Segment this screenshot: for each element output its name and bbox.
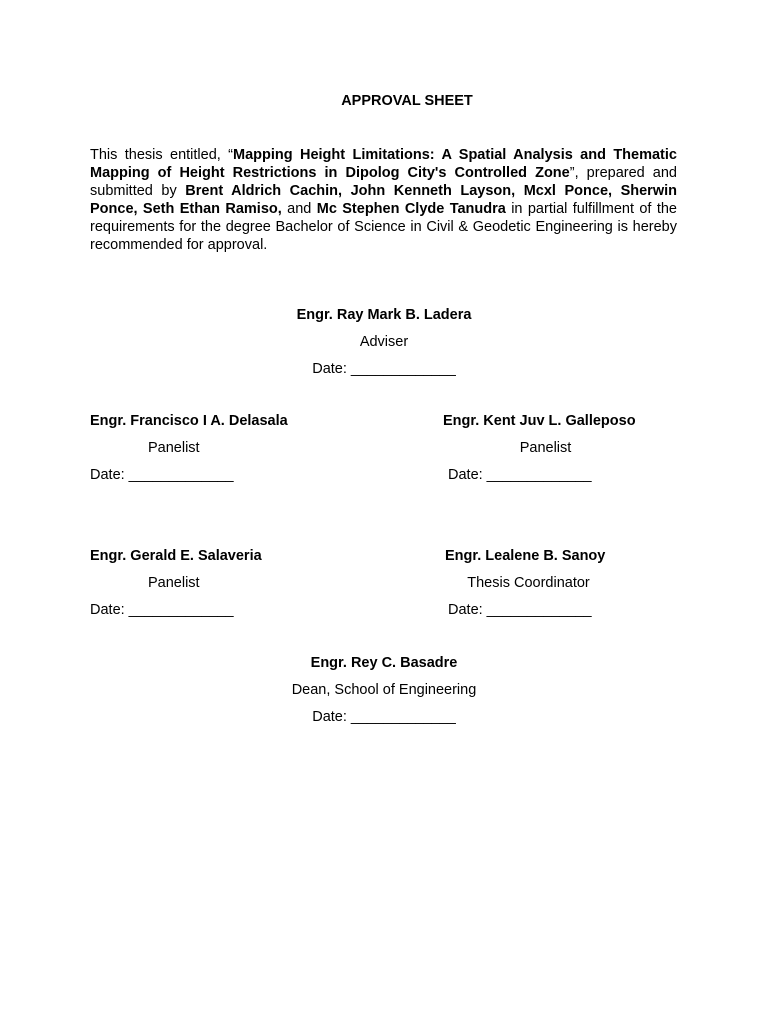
authors-list: Brent Aldrich Cachin, John Kenneth Layson, Mcxl Ponce, Sherwin Ponce, Seth Ethan Ramiso, [90,183,677,217]
paragraph-closing: in partial fulfillment of the requirements for the degree Bachelor of Science in Civil & Geodetic Engineering is hereby recommended for approval. [90,201,677,253]
dean-role: Dean, School of Engineering [291,682,477,698]
thesis-title: Mapping Height Limitations: A Spatial Analysis and Thematic Mapping of Height Restrictions in Dipolog City's Controlled Zone [90,147,677,181]
panelist1-signature-block [90,408,288,489]
author-last: Mc Stephen Clyde Tanudra [316,201,506,217]
panelist2-name: Engr. Kent Juv L. Galleposo [443,413,636,429]
adviser-name: Engr. Ray Mark B. Ladera [296,307,472,323]
coordinator-name: Engr. Lealene B. Sanoy [445,548,606,564]
coordinator-role: Thesis Coordinator [467,575,590,591]
approval-paragraph [90,146,677,254]
coordinator-signature-block [445,543,612,624]
panelist3-name: Engr. Gerald E. Salaveria [90,548,262,564]
adviser-date-line: Date: _____________ [312,361,456,377]
adviser-signature-block [0,302,768,383]
coordinator-date-line: Date: _____________ [448,602,592,618]
panelist3-date-line: Date: _____________ [90,602,234,618]
panelist1-date-line: Date: _____________ [90,467,234,483]
paragraph-intro: This thesis entitled, “ [90,147,234,163]
paragraph-submitted: ”, prepared and submitted by [90,165,677,199]
dean-name: Engr. Rey C. Basadre [310,655,458,671]
paragraph-and: and [281,201,317,217]
dean-signature-block [0,650,768,731]
panelist1-role: Panelist [148,440,200,456]
panelist2-signature-block [443,408,648,489]
panelist2-date-line: Date: _____________ [448,467,592,483]
panelist1-name: Engr. Francisco I A. Delasala [90,413,288,429]
dean-date-line: Date: _____________ [312,709,456,725]
panelist3-role: Panelist [148,575,200,591]
panelist3-signature-block [90,543,262,624]
panelist2-role: Panelist [519,440,572,456]
approval-sheet-title: APPROVAL SHEET [341,93,473,109]
adviser-role: Adviser [359,334,409,350]
